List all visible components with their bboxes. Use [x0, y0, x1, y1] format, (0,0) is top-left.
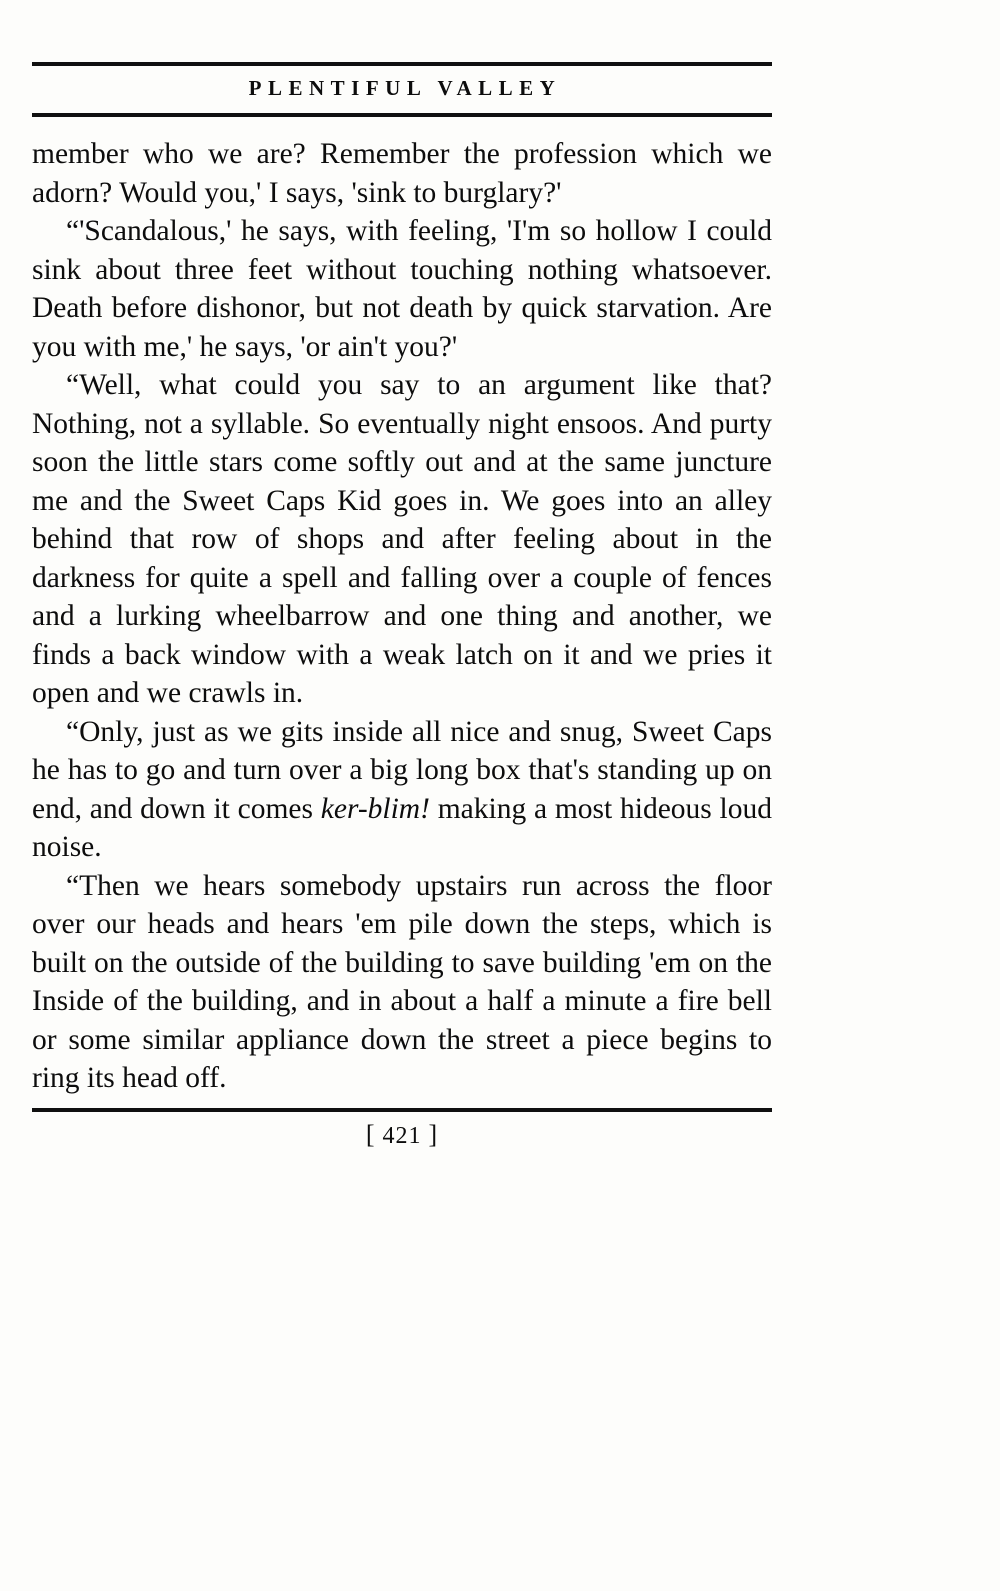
- paragraph-4: [32, 713, 772, 867]
- italic-phrase: ker-blim!: [320, 792, 430, 825]
- folio-close-bracket: ]: [428, 1119, 439, 1149]
- paragraph-1: member who we are? Remember the profession which we adorn? Would you,' I says, 'sink to burglary?': [32, 138, 772, 209]
- running-head: PLENTIFUL VALLEY: [248, 76, 562, 100]
- paragraph-4-tail: making a most hideous loud noise.: [32, 792, 772, 863]
- paragraph-4-lead: “Only, just as we gits inside all nice and snug, Sweet Caps he has to go and turn over a big long box that's standing up on end, and down it comes: [32, 715, 772, 825]
- paragraph-2: “'Scandalous,' he says, with feeling, 'I'm so hollow I could sink about three feet without touching nothing whatsoever. Death before dishonor, but not death by quick starvation. Are you with me,' he says, 'or ain't you?': [32, 215, 772, 363]
- page-content: [32, 62, 772, 1150]
- page-folio: [32, 1112, 772, 1150]
- folio-open-bracket: [: [365, 1119, 376, 1149]
- paragraph-3: “Well, what could you say to an argument like that? Nothing, not a syllable. So eventually night ensoos. And purty soon the little stars come softly out and at the same juncture me and the Sweet Caps Kid goes in. We goes into an alley behind that row of shops and after feeling about in the darkness for quite a spell and falling over a couple of fences and a lurking wheelbarrow and one thing and another, we finds a back window with a weak latch on it and we pries it open and we crawls in.: [32, 369, 772, 709]
- paragraph-5: “Then we hears somebody upstairs run across the floor over our heads and hears 'em pile down the steps, which is built on the outside of the building to save building 'em on the Inside of the building, and in about a half a minute a fire bell or some similar appliance down the street a piece begins to ring its head off.: [32, 869, 772, 1094]
- body-text: [32, 135, 772, 1098]
- folio-number: 421: [382, 1122, 422, 1149]
- header-rule: [32, 113, 772, 117]
